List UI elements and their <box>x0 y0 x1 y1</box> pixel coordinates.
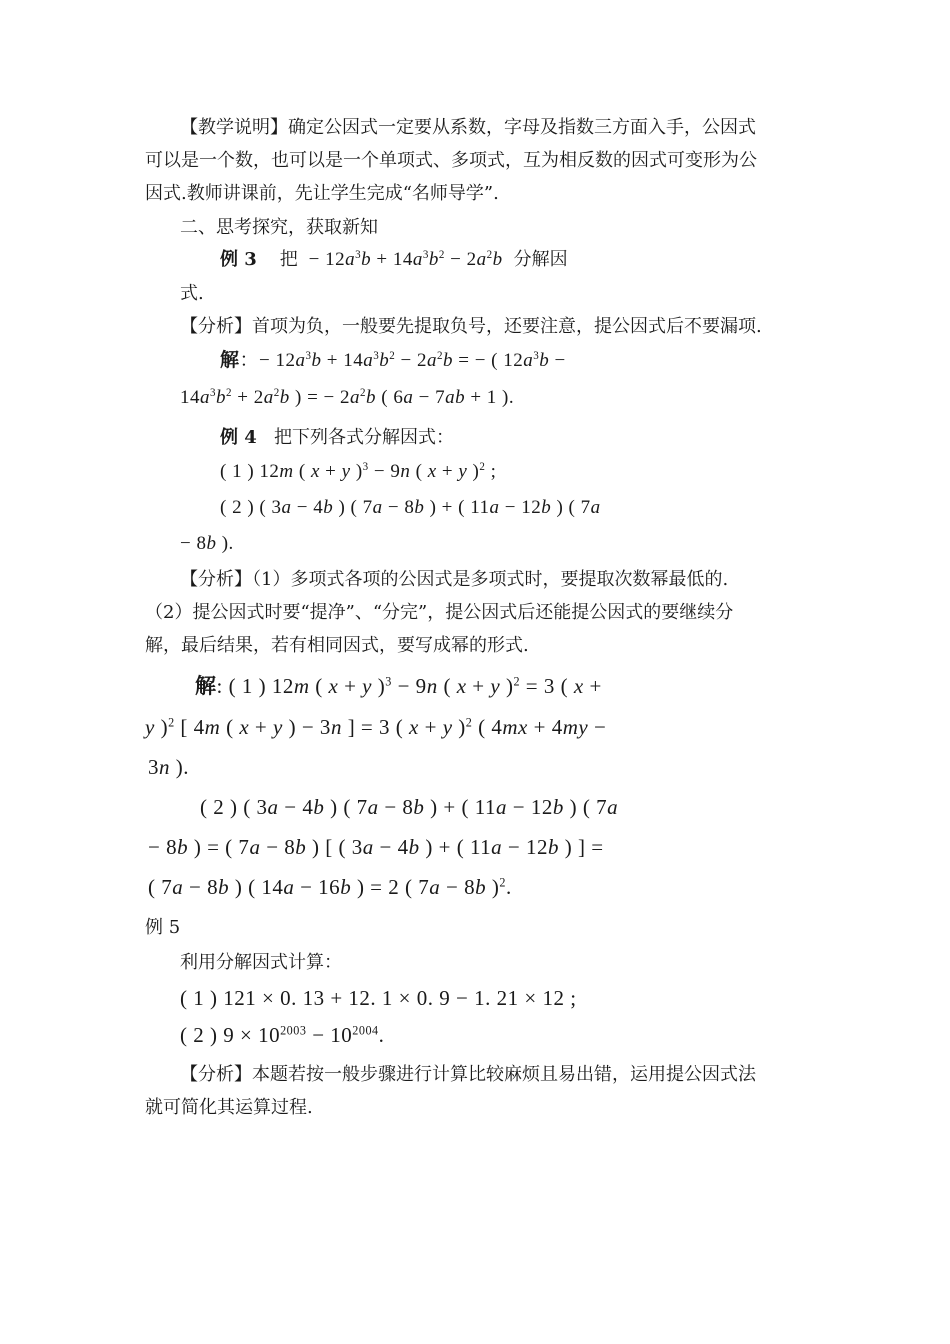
solution-label: 解 <box>195 674 217 698</box>
example-5-part-2: ( 2 ) $9 \times 10^{2003} - 10^{2004}$. <box>180 1023 385 1047</box>
example-4-analysis-line-2: （2）提公因式时要“提净”、“分完”，提公因式后还能提公因式的要继续分 <box>145 602 734 623</box>
analysis-label: 【分析】 <box>180 316 252 337</box>
example-5-analysis-line-1: 【分析】本题若按一般步骤进行计算比较麻烦且易出错，运用提公因式法 <box>180 1064 756 1085</box>
example-3-statement-tail: 式. <box>180 283 204 304</box>
section-heading: 二、思考探究，获取新知 <box>180 217 378 238</box>
example-5-statement: 利用分解因式计算： <box>180 952 342 973</box>
example-4-solution-line-3: 3n ). <box>148 755 189 779</box>
example-4-solution-line-5: − 8b ) = ( 7a − 8b ) [ ( 3a − 4b ) + ( 11a − 12b ) ] = <box>148 835 604 859</box>
example-4-solution-line-4: ( 2 ) ( 3a − 4b ) ( 7a − 8b ) + ( 11a − 12b ) ( 7a <box>200 795 619 819</box>
example-4-label: 例 4 <box>220 427 257 448</box>
example-5-analysis-line-2: 就可简化其运算过程. <box>145 1097 313 1118</box>
teaching-note-line-3: 因式.教师讲课前，先让学生完成“名师导学”. <box>145 183 499 204</box>
example-5-part-1: ( 1 ) 121 × 0. 13 + 12. 1 × 0. 9 − 1. 21 × 12 ; <box>180 986 577 1010</box>
example-4-solution-line-1: 解: ( 1 ) 12m ( x + y )$^3$ − 9n ( x + y )$^2$ = 3 ( x + <box>195 674 602 698</box>
example-4-part-2-tail: − 8b ). <box>180 533 234 554</box>
example-4-solution-line-2: y )$^2$ [ 4m ( x + y ) − 3n ] = 3 ( x + y )$^2$ ( 4mx + 4my − <box>145 715 607 739</box>
example-3-solution-line-1: 解：− $12a^3b + 14a^3b^2 - 2a^2b$ = − ( $12a^3b$ − <box>220 350 566 371</box>
example-3-label: 例 3 <box>220 249 257 270</box>
teaching-note-label: 【教学说明】 <box>180 117 288 138</box>
example-5-label: 例 5 <box>145 917 181 938</box>
example-4-part-2: ( 2 ) ( 3a − 4b ) ( 7a − 8b ) + ( 11a − 12b ) ( 7a <box>220 497 601 518</box>
example-3-expression: − $12a^3b + 14a^3b^2 - 2a^2b$ <box>303 249 503 270</box>
example-3-solution-line-2: $14a^3b^2 + 2a^2b$ ) = − $2a^2b$ ( 6a − 7ab + 1 ). <box>180 387 515 408</box>
solution-label: 解 <box>220 350 240 371</box>
teaching-note-line-2: 可以是一个数，也可以是一个单项式、多项式，互为相反数的因式可变形为公 <box>145 150 757 171</box>
teaching-note-line-1: 【教学说明】确定公因式一定要从系数，字母及指数三方面入手，公因式 <box>180 117 756 138</box>
example-4-statement: 例 4 把下列各式分解因式： <box>220 427 454 448</box>
analysis-label: 【分析】 <box>180 569 252 590</box>
example-4-part-1: ( 1 ) 12m ( x + y )$^3$ − 9n ( x + y )$^2$ ; <box>220 461 497 482</box>
example-4-analysis-line-3: 解，最后结果，若有相同因式，要写成幂的形式. <box>145 635 529 656</box>
example-3-analysis: 【分析】首项为负，一般要先提取负号，还要注意，提公因式后不要漏项. <box>180 316 762 337</box>
example-3-statement: 例 3 把 − $12a^3b + 14a^3b^2 - 2a^2b$ 分解因 <box>220 249 568 270</box>
example-4-solution-line-6: ( 7a − 8b ) ( 14a − 16b ) = 2 ( 7a − 8b )$^2$. <box>148 875 512 899</box>
example-4-analysis-line-1: 【分析】（1）多项式各项的公因式是多项式时，要提取次数幂最低的. <box>180 569 729 590</box>
analysis-label: 【分析】 <box>180 1064 252 1085</box>
